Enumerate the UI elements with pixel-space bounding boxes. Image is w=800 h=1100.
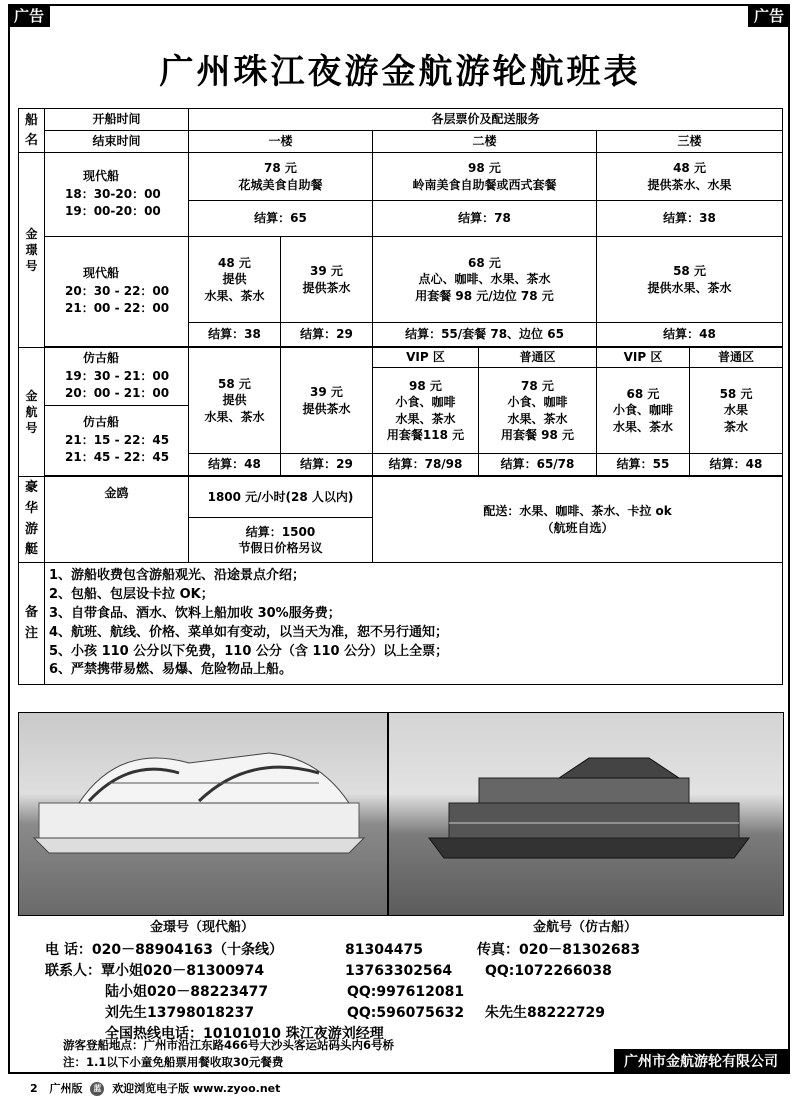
jinhang-floor2-vip (373, 368, 479, 454)
jinjing-t2-floor2 (373, 237, 597, 323)
jinjing-t1-floor3 (597, 153, 783, 201)
price: 58 元 (719, 387, 753, 402)
header-floor1: 一楼 (189, 131, 373, 153)
antique-boat-illustration (389, 713, 783, 915)
vip-zone-label: VIP 区 (597, 348, 690, 368)
price: 39 元 (310, 385, 343, 400)
jinjing-t2-floor1b (281, 237, 373, 323)
trip-time: 21：15 - 22：45 (65, 432, 170, 447)
price: 58 元 (673, 264, 706, 279)
service-desc: 小食、咖啡 (395, 395, 456, 410)
service-desc: 提供茶水 (302, 280, 351, 295)
luxury-label: 豪华游艇 (19, 477, 45, 563)
header-floor2: 二楼 (373, 131, 597, 153)
service-desc: 水果、茶水 (612, 419, 673, 434)
note-item: 3、自带食品、酒水、饮料上船加收 30%服务费； (49, 605, 341, 621)
normal-zone-label: 普通区 (479, 348, 597, 368)
service-desc: 用套餐118 元 (386, 427, 465, 442)
trip-type: 现代船 (83, 169, 120, 184)
trip-time: 18：30-20：00 (65, 186, 161, 201)
service-desc: 水果、茶水 (395, 411, 456, 426)
note-item: 6、严禁携带易燃、易爆、危险物品上船。 (49, 662, 293, 678)
luxury-price: 1800 元/小时(28 人以内) (189, 477, 373, 518)
photo-antique-boat (388, 712, 784, 916)
service-desc: 小食、咖啡 (507, 395, 568, 410)
service-desc: 点心、咖啡、水果、茶水 (418, 272, 551, 287)
company-name: 广州市金航游轮有限公司 (614, 1049, 788, 1073)
settlement: 结算：1500 (245, 524, 316, 539)
header-time-end: 结束时间 (45, 131, 189, 153)
ad-label-left: 广告 (8, 4, 50, 27)
boarding-location: 游客登船地点：广州市沿江东路466号大沙头客运站码头内6号桥 (63, 1038, 395, 1052)
luxury-settlement (189, 518, 373, 563)
header-ship: 船名 (19, 109, 45, 153)
jinjing-t2-floor3 (597, 237, 783, 323)
settlement: 结算：78 (373, 201, 597, 237)
hotline: 全国热线电话：10101010 珠江夜游刘经理 (105, 1026, 384, 1042)
contact-person: 刘先生13798018237 (105, 1005, 255, 1021)
photo-caption-modern: 金璟号（现代船） (149, 920, 254, 935)
contact-person: 朱先生88222729 (485, 1005, 605, 1021)
service-desc: 水果、茶水 (507, 411, 568, 426)
contact-person: 陆小姐020－88223477 (105, 984, 269, 1000)
settlement: 结算：38 (597, 201, 783, 237)
header-floor3: 三楼 (597, 131, 783, 153)
service-desc: 小食、咖啡 (612, 403, 673, 418)
service-desc: 茶水 (724, 419, 749, 434)
mobile: 13763302564 (345, 963, 453, 979)
note-item: 5、小孩 110 公分以下免费，110 公分（含 110 公分）以上全票； (49, 643, 449, 659)
trip-time: 19：30 - 21：00 (65, 368, 170, 383)
trip-type: 现代船 (83, 266, 120, 281)
settlement: 结算：29 (281, 323, 373, 347)
ad-label-right: 广告 (748, 4, 790, 27)
price: 78 元 (521, 379, 554, 394)
price: 58 元 (218, 377, 251, 392)
service-desc: 岭南美食自助餐或西式套餐 (412, 177, 557, 192)
photos (18, 712, 782, 934)
service-desc: 水果 (724, 403, 749, 418)
jinhang-trip2 (45, 406, 189, 476)
edition: 广州版 (49, 1082, 83, 1095)
service-desc: （航班自选） (541, 520, 614, 535)
note-item: 4、航班、航线、价格、菜单如有变动，以当天为准，恕不另行通知； (49, 624, 449, 640)
jinjing-t2-floor1a (189, 237, 281, 323)
footer (30, 1080, 280, 1096)
settlement: 结算：55 (597, 454, 690, 476)
header-services: 各层票价及配送服务 (189, 109, 783, 131)
service-desc: 水果、茶水 (204, 288, 265, 303)
settlement: 结算：78/98 (373, 454, 479, 476)
fax: 传真：020－81302683 (477, 942, 641, 958)
notes-label: 备注 (19, 563, 45, 685)
holiday-note: 节假日价格另议 (238, 541, 323, 556)
jinhang-trip1 (45, 348, 189, 406)
schedule-table (18, 108, 783, 685)
jinhang-floor1a (189, 348, 281, 454)
child-note: 注：1.1以下小童免船票用餐收取30元餐费 (63, 1055, 284, 1069)
luxury-yacht-name: 金鸥 (45, 477, 189, 563)
service-desc: 用套餐 98 元 (500, 427, 575, 442)
settlement: 结算：38 (189, 323, 281, 347)
settlement: 结算：55/套餐 78、边位 65 (373, 323, 597, 347)
logo-icon: 蓝 (90, 1082, 104, 1096)
jinhang-floor3-vip (597, 368, 690, 454)
service-desc: 用套餐 98 元/边位 78 元 (415, 288, 554, 303)
jinjing-trip2 (45, 237, 189, 347)
trip-time: 20：00 - 21：00 (65, 386, 170, 401)
price: 48 元 (673, 161, 706, 176)
vip-zone-label: VIP 区 (373, 348, 479, 368)
jinhang-floor2-normal (479, 368, 597, 454)
jinjing-t1-floor1 (189, 153, 373, 201)
settlement: 结算：48 (189, 454, 281, 476)
trip-time: 20：30 - 22：00 (65, 283, 170, 298)
page-title: 广州珠江夜游金航游轮航班表 (159, 52, 641, 92)
price: 68 元 (468, 256, 501, 271)
trip-time: 21：45 - 22：45 (65, 450, 170, 465)
price: 39 元 (310, 264, 343, 279)
service-desc: 提供茶水 (302, 401, 351, 416)
settlement: 结算：29 (281, 454, 373, 476)
trip-time: 21：00 - 22：00 (65, 301, 170, 316)
service-desc: 配送：水果、咖啡、茶水、卡拉 ok (483, 504, 672, 519)
qq: QQ:997612081 (347, 984, 465, 1000)
footer-slogan: 欢迎浏览电子版 www.zyoo.net (112, 1082, 281, 1095)
price: 98 元 (468, 161, 501, 176)
service-desc: 提供 (222, 393, 247, 408)
jinjing-trip1 (45, 153, 189, 237)
trip-type: 仿古船 (83, 351, 120, 366)
price: 68 元 (626, 387, 660, 402)
note-item: 2、包船、包层设卡拉 OK； (49, 587, 214, 602)
phone-2: 81304475 (345, 942, 423, 958)
service-desc: 花城美食自助餐 (238, 177, 323, 192)
settlement: 结算：48 (597, 323, 783, 347)
note-item: 1、游船收费包含游船观光、沿途景点介绍； (49, 568, 306, 584)
qq: QQ:596075632 (347, 1005, 465, 1021)
notes-list (45, 563, 783, 685)
vessel-jinjing: 金璟号 (19, 153, 45, 348)
page-number: 2 (30, 1082, 38, 1095)
normal-zone-label: 普通区 (690, 348, 783, 368)
price: 48 元 (218, 256, 251, 271)
qq: QQ:1072266038 (485, 963, 612, 979)
service-desc: 提供 (222, 272, 247, 287)
price: 78 元 (264, 161, 297, 176)
photo-modern-boat (18, 712, 388, 916)
vessel-jinhang: 金航号 (19, 348, 45, 477)
photo-caption-antique: 金航号（仿古船） (532, 920, 637, 935)
jinhang-floor1b (281, 348, 373, 454)
jinjing-t1-floor2 (373, 153, 597, 201)
phone: 电 话：020－88904163（十条线） (45, 942, 284, 958)
settlement: 结算：65/78 (479, 454, 597, 476)
settlement: 结算：48 (690, 454, 783, 476)
trip-type: 仿古船 (83, 415, 120, 430)
service-desc: 提供水果、茶水 (647, 280, 732, 295)
modern-boat-illustration (19, 713, 387, 915)
jinhang-floor3-normal (690, 368, 783, 454)
settlement: 结算：65 (189, 201, 373, 237)
header-time-start: 开船时间 (45, 109, 189, 131)
service-desc: 水果、茶水 (204, 409, 265, 424)
service-desc: 提供茶水、水果 (647, 177, 732, 192)
luxury-service (373, 477, 783, 563)
trip-time: 19：00-20：00 (65, 204, 161, 219)
contact-person: 联系人：覃小姐020－81300974 (45, 963, 265, 979)
price: 98 元 (409, 379, 442, 394)
